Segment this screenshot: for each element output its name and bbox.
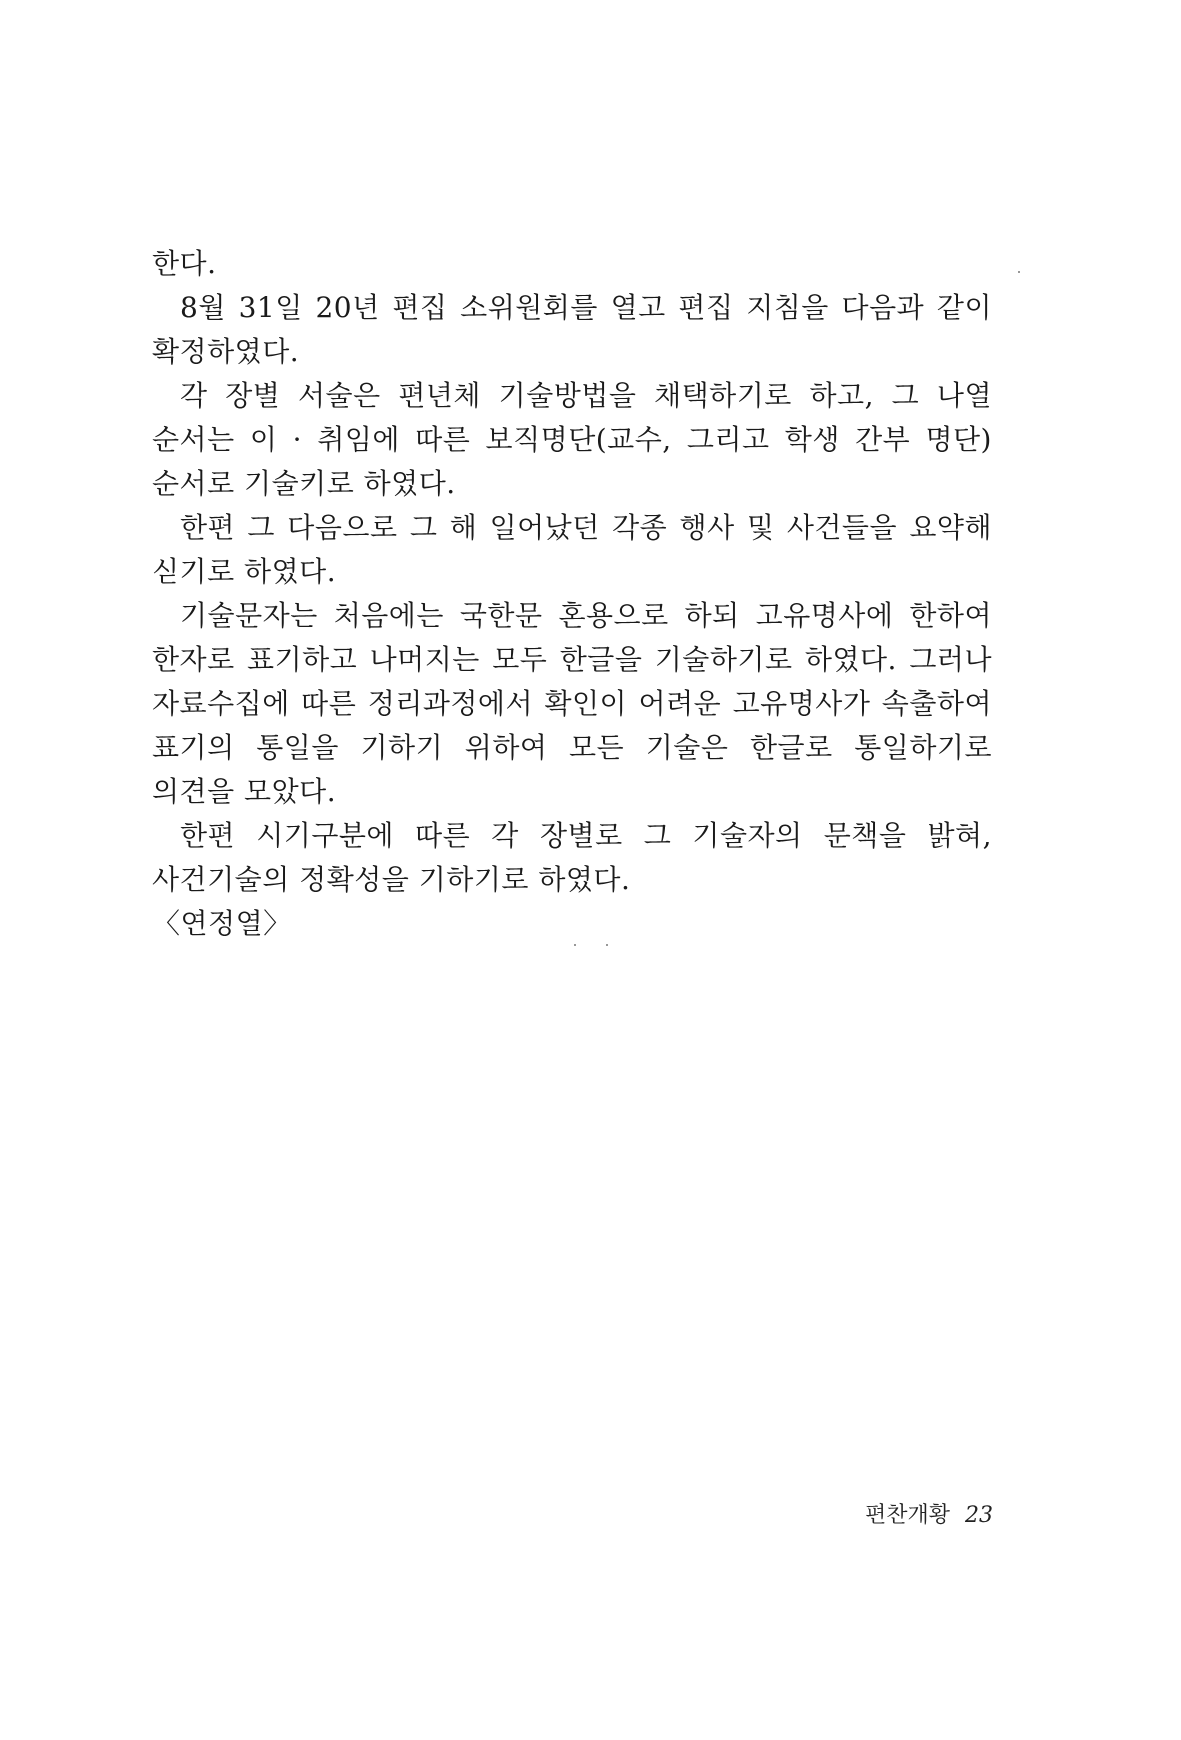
scan-speck: [606, 944, 608, 946]
author-signature: 〈연정열〉: [152, 907, 292, 940]
page-number: 23: [965, 1503, 993, 1528]
paragraph-continuation: 한다.: [152, 247, 217, 280]
paragraph-meeting: 8월 31일 20년 편집 소위원회를 열고 편집 지침을 다음과 같이 확정하였다.: [152, 291, 992, 368]
body-text: [152, 242, 992, 946]
scan-speck: [1018, 271, 1020, 273]
scan-speck: [574, 944, 576, 946]
paragraph-events-summary: 한편 그 다음으로 그 해 일어났던 각종 행사 및 사건들을 요약해 싣기로 하였다.: [152, 511, 992, 588]
paragraph-chapter-narrative: 각 장별 서술은 편년체 기술방법을 채택하기로 하고, 그 나열 순서는 이 · 취임에 따른 보직명단(교수, 그리고 학생 간부 명단) 순서로 기술키로 하였다.: [152, 379, 992, 500]
paragraph-authorship: 한편 시기구분에 따른 각 장별로 그 기술자의 문책을 밝혀, 사건기술의 정확성을 기하기로 하였다.: [152, 819, 992, 896]
running-title: 편찬개황: [864, 1503, 950, 1528]
paragraph-notation: 기술문자는 처음에는 국한문 혼용으로 하되 고유명사에 한하여 한자로 표기하고 나머지는 모두 한글을 기술하기로 하였다. 그러나 자료수집에 따른 정리과정에서 확인이 어려운 고유명사가 속출하여 표기의 통일을 기하기 위하여 모든 기술은 한글로 통일하기로 의견을 모았다.: [152, 599, 992, 808]
page-footer: [865, 1498, 993, 1529]
